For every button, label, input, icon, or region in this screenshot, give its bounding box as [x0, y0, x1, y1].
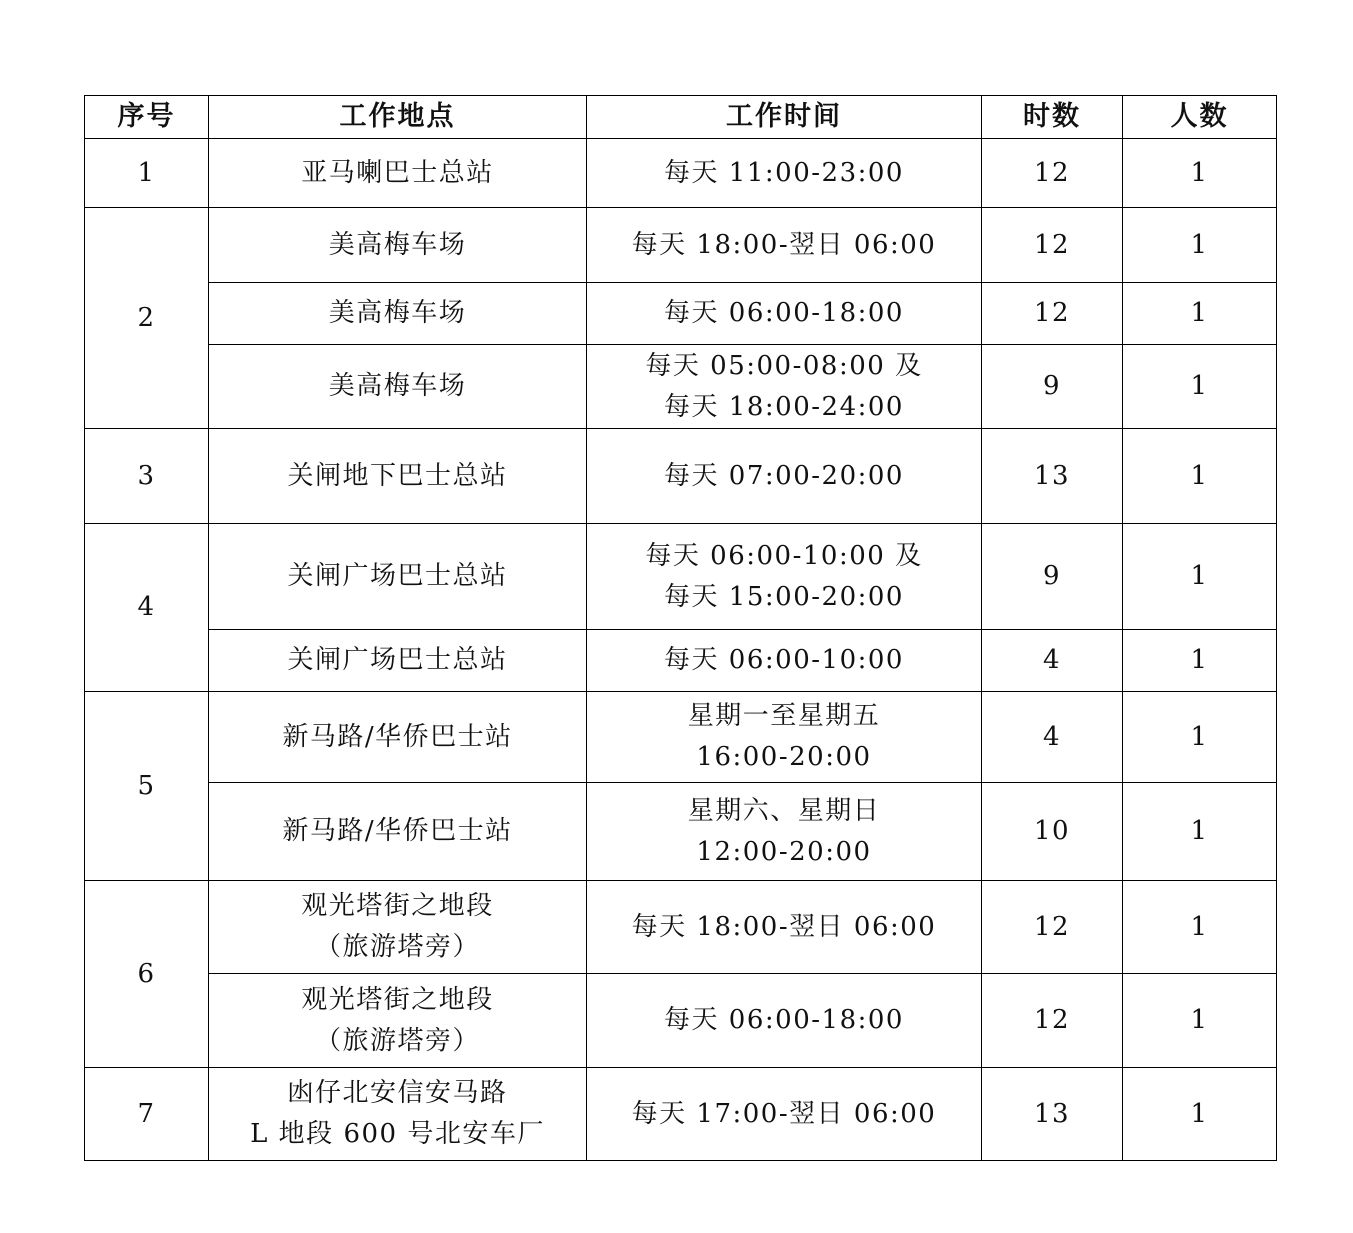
time-line: 每天 06:00-18:00: [664, 298, 904, 328]
hours-cell: 12: [982, 881, 1123, 974]
people-cell: 1: [1123, 283, 1277, 345]
people-cell: 1: [1123, 208, 1277, 283]
location-line: 关闸广场巴士总站: [287, 645, 508, 675]
hours-cell: 12: [982, 974, 1123, 1068]
time-line: 每天 06:00-10:00 及: [645, 540, 923, 571]
hours-cell: 13: [982, 429, 1123, 524]
time-line: 每天 17:00-翌日 06:00: [631, 1098, 937, 1129]
time-cell: [587, 283, 982, 345]
location-cell: [209, 283, 587, 345]
hours-cell: 4: [982, 692, 1123, 783]
people-cell: 1: [1123, 630, 1277, 692]
table-row: [85, 429, 1277, 524]
header-row: [85, 96, 1277, 139]
table-row: [85, 208, 1277, 283]
time-line: 每天 05:00-08:00 及: [645, 350, 923, 381]
table-row: [85, 783, 1277, 881]
time-line: 每天 18:00-翌日 06:00: [631, 229, 937, 260]
location-line: 亚马喇巴士总站: [301, 157, 494, 188]
time-cell: [587, 974, 982, 1068]
time-line: 每天 06:00-18:00: [664, 1005, 904, 1035]
hours-cell: 12: [982, 208, 1123, 283]
location-cell: [209, 783, 587, 881]
hours-cell: 9: [982, 345, 1123, 429]
people-cell: 1: [1123, 974, 1277, 1068]
hours-cell: 9: [982, 524, 1123, 630]
time-line: 星期一至星期五: [687, 701, 881, 731]
header-people: 人数: [1123, 96, 1277, 139]
location-line: L 地段 600 号北安车厂: [250, 1119, 545, 1149]
seq-cell: 3: [85, 429, 209, 524]
seq-cell: 2: [85, 208, 209, 429]
location-cell: [209, 881, 587, 974]
table-row: [85, 283, 1277, 345]
people-cell: 1: [1123, 345, 1277, 429]
hours-cell: 12: [982, 283, 1123, 345]
people-cell: 1: [1123, 783, 1277, 881]
time-line: 每天 07:00-20:00: [664, 460, 904, 491]
seq-cell: 5: [85, 692, 209, 881]
location-line: 观光塔街之地段: [301, 984, 494, 1015]
table-row: [85, 630, 1277, 692]
time-cell: [587, 692, 982, 783]
location-line: 关闸广场巴士总站: [287, 561, 508, 591]
seq-cell: 6: [85, 881, 209, 1068]
location-cell: [209, 345, 587, 429]
location-cell: [209, 524, 587, 630]
location-cell: [209, 692, 587, 783]
location-cell: [209, 974, 587, 1068]
location-line: （旅游塔旁）: [314, 932, 480, 962]
table-row: [85, 139, 1277, 208]
time-line: 12:00-20:00: [696, 836, 872, 867]
location-line: 新马路/华侨巴士站: [282, 721, 513, 752]
hours-cell: 13: [982, 1068, 1123, 1161]
time-cell: [587, 783, 982, 881]
people-cell: 1: [1123, 1068, 1277, 1161]
work-schedule-table: [84, 95, 1277, 1161]
location-cell: [209, 429, 587, 524]
hours-cell: 4: [982, 630, 1123, 692]
location-line: 美高梅车场: [328, 229, 467, 260]
time-cell: [587, 345, 982, 429]
time-line: 星期六、星期日: [687, 795, 881, 826]
header-seq: 序号: [85, 96, 209, 139]
time-cell: [587, 524, 982, 630]
location-line: 新马路/华侨巴士站: [282, 816, 513, 846]
time-cell: [587, 630, 982, 692]
time-line: 每天 06:00-10:00: [664, 645, 904, 675]
people-cell: 1: [1123, 692, 1277, 783]
hours-cell: 12: [982, 139, 1123, 208]
location-cell: [209, 208, 587, 283]
table-row: [85, 1068, 1277, 1161]
hours-cell: 10: [982, 783, 1123, 881]
seq-cell: 1: [85, 139, 209, 208]
time-cell: [587, 881, 982, 974]
people-cell: 1: [1123, 881, 1277, 974]
time-cell: [587, 429, 982, 524]
time-cell: [587, 208, 982, 283]
header-location: 工作地点: [209, 96, 587, 139]
time-line: 每天 11:00-23:00: [664, 157, 904, 188]
time-line: 每天 18:00-翌日 06:00: [631, 911, 937, 942]
table-row: [85, 692, 1277, 783]
location-cell: [209, 1068, 587, 1161]
header-hours: 时数: [982, 96, 1123, 139]
location-line: 美高梅车场: [328, 371, 467, 401]
time-cell: [587, 139, 982, 208]
location-line: （旅游塔旁）: [314, 1025, 480, 1056]
time-line: 每天 18:00-24:00: [664, 391, 904, 422]
table-row: [85, 345, 1277, 429]
time-line: 每天 15:00-20:00: [664, 581, 904, 612]
time-cell: [587, 1068, 982, 1161]
table-row: [85, 524, 1277, 630]
seq-cell: 4: [85, 524, 209, 692]
seq-cell: 7: [85, 1068, 209, 1161]
location-cell: [209, 139, 587, 208]
time-line: 16:00-20:00: [696, 742, 872, 772]
location-line: 凼仔北安信安马路: [287, 1078, 508, 1108]
location-cell: [209, 630, 587, 692]
people-cell: 1: [1123, 429, 1277, 524]
people-cell: 1: [1123, 524, 1277, 630]
header-time: 工作时间: [587, 96, 982, 139]
table-row: [85, 974, 1277, 1068]
location-line: 关闸地下巴士总站: [287, 460, 508, 491]
location-line: 观光塔街之地段: [301, 891, 494, 921]
table-row: [85, 881, 1277, 974]
people-cell: 1: [1123, 139, 1277, 208]
location-line: 美高梅车场: [328, 298, 467, 328]
